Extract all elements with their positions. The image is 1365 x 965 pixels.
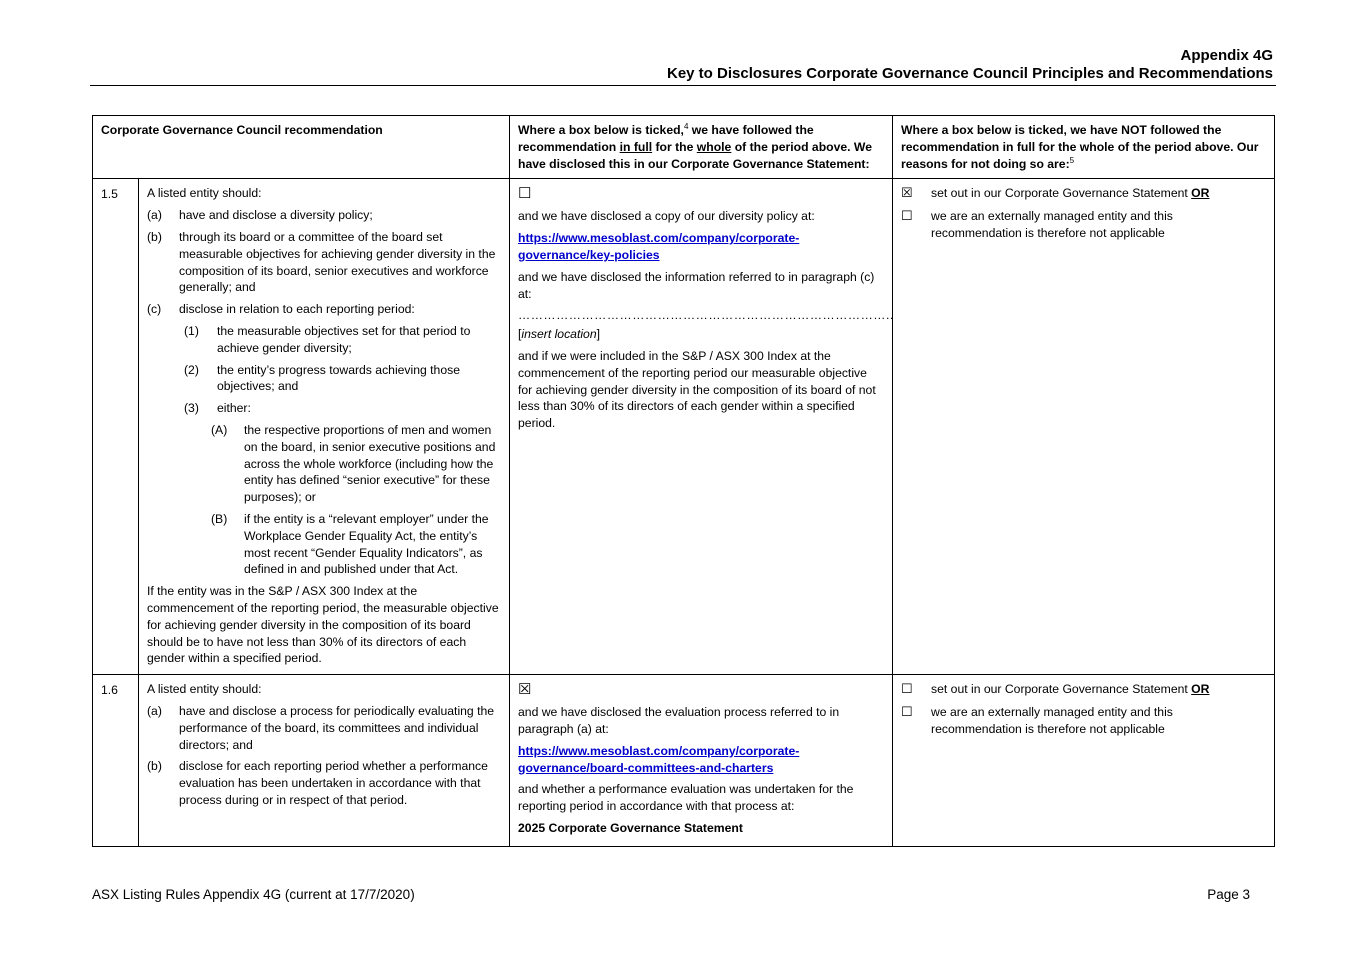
table-row xyxy=(93,675,1275,847)
option-checkbox[interactable]: ☐ xyxy=(901,681,913,697)
recommendation-number: 1.5 xyxy=(93,179,139,675)
disclosure-text: and we have disclosed the evaluation process referred to in paragraph (a) at: xyxy=(518,705,840,736)
followed-cell: ☐ and we have disclosed a copy of our diversity policy at: https://www.mesoblast.com/company/corporate-governance/key-policies and we have disclosed the information referred to in paragraph (c) at: …………………………………………………………………………….. [insert location] and if we were included in the S&P / ASX 300 Index at the commencement of the reporting period our measurable objective for achieving gender diversity in the composition of its board of not less than 30% of its directors of each gender within a specified period. xyxy=(510,179,893,675)
board-committees-link[interactable]: https://www.mesoblast.com/company/corporate-governance/board-committees-and-charters xyxy=(518,743,800,775)
footer-source: ASX Listing Rules Appendix 4G (current at 17/7/2020) xyxy=(92,887,415,902)
option-item: ☐ we are an externally managed entity and this recommendation is therefore not applicable xyxy=(901,208,1173,240)
recommendation-intro: A listed entity should: xyxy=(147,186,262,201)
fill-in-line: …………………………………………………………………………….. xyxy=(518,308,894,323)
statement-name: 2025 Corporate Governance Statement xyxy=(518,820,743,835)
table-header-row xyxy=(93,116,1275,179)
option-item: ☐ we are an externally managed entity and this recommendation is therefore not applicable xyxy=(901,703,1173,736)
list-item: (c) disclose in relation to each reporting period: xyxy=(147,302,415,317)
option-checkbox[interactable]: ☐ xyxy=(901,208,913,224)
document-subtitle: Key to Disclosures Corporate Governance Council Principles and Recommendations xyxy=(667,65,1273,82)
header-divider xyxy=(90,85,1276,86)
option-item: ☐ set out in our Corporate Governance Statement OR xyxy=(901,681,1210,697)
list-item: (b) through its board or a committee of the board set measurable objectives for achieving gender diversity in the composition of its board, senior executives and workforce generally; and xyxy=(147,229,496,295)
disclosure-text: and we have disclosed a copy of our diversity policy at: xyxy=(518,209,815,224)
not-followed-cell xyxy=(893,675,1275,847)
recommendation-closing: If the entity was in the S&P / ASX 300 Index at the commencement of the reporting period, the measurable objective for achieving gender diversity in the composition of its board should be to have not less than 30% of its directors of each gender within a specified period. xyxy=(147,584,499,666)
list-subitem: (3) either: xyxy=(184,401,251,416)
disclosure-text: and if we were included in the S&P / ASX 300 Index at the commencement of the reporting period our measurable objective for achieving gender diversity in the composition of its board of not less than 30% of its directors of each gender within a specified period. xyxy=(518,348,876,431)
followed-checkbox[interactable]: ☐ xyxy=(518,185,532,203)
recommendation-text xyxy=(139,675,510,847)
appendix-title: Appendix 4G xyxy=(1180,47,1273,64)
list-item: (a) have and disclose a process for periodically evaluating the performance of the board, its committees and individual directors; and xyxy=(147,703,495,752)
col-header-recommendation: Corporate Governance Council recommendation xyxy=(93,116,510,179)
list-item: (a) have and disclose a diversity policy; xyxy=(147,208,373,223)
list-subsubitem: (B) if the entity is a “relevant employer” under the Workplace Gender Equality Act, the entity’s most recent “Gender Equality Indicators”, as defined in and published under that Act. xyxy=(211,511,489,577)
option-checkbox[interactable]: ☐ xyxy=(901,703,913,719)
option-checkbox[interactable]: ☒ xyxy=(901,185,913,201)
option-item: ☒ set out in our Corporate Governance Statement OR xyxy=(901,185,1210,201)
disclosure-text: and whether a performance evaluation was undertaken for the reporting period in accordance with that process at: xyxy=(518,782,854,814)
recommendation-number: 1.6 xyxy=(93,675,139,847)
recommendation-intro: A listed entity should: xyxy=(147,682,262,697)
recommendations-table xyxy=(92,115,1275,847)
table-row xyxy=(93,179,1275,675)
diversity-policy-link[interactable]: https://www.mesoblast.com/company/corporate-governance/key-policies xyxy=(518,231,800,262)
list-subitem: (1) the measurable objectives set for that period to achieve gender diversity; xyxy=(184,323,471,355)
insert-location-placeholder: insert location xyxy=(521,327,597,342)
followed-checkbox[interactable]: ☒ xyxy=(518,681,532,699)
disclosure-text: and we have disclosed the information referred to in paragraph (c) at: xyxy=(518,269,875,301)
page-number: Page 3 xyxy=(1207,887,1250,902)
col-header-not-followed: Where a box below is ticked, we have NOT followed the recommendation in full for the whole of the period above. Our reasons for not doing so are:$^5$ xyxy=(893,116,1275,179)
list-subsubitem: (A) the respective proportions of men and women on the board, in senior executive positions and across the whole workforce (including how the entity has defined “senior executive” for these purposes); or xyxy=(211,422,496,505)
col-header-followed: Where a box below is ticked,$^4$ we have followed the recommendation in full for the whole of the period above. We have disclosed this in our Corporate Governance Statement: xyxy=(510,116,893,179)
list-subitem: (2) the entity’s progress towards achieving those objectives; and xyxy=(184,362,460,394)
recommendation-text xyxy=(139,179,510,675)
followed-cell xyxy=(510,675,893,847)
list-item: (b) disclose for each reporting period whether a performance evaluation has been undertaken in accordance with that process during or in respect of that period. xyxy=(147,759,488,807)
not-followed-cell xyxy=(893,179,1275,675)
